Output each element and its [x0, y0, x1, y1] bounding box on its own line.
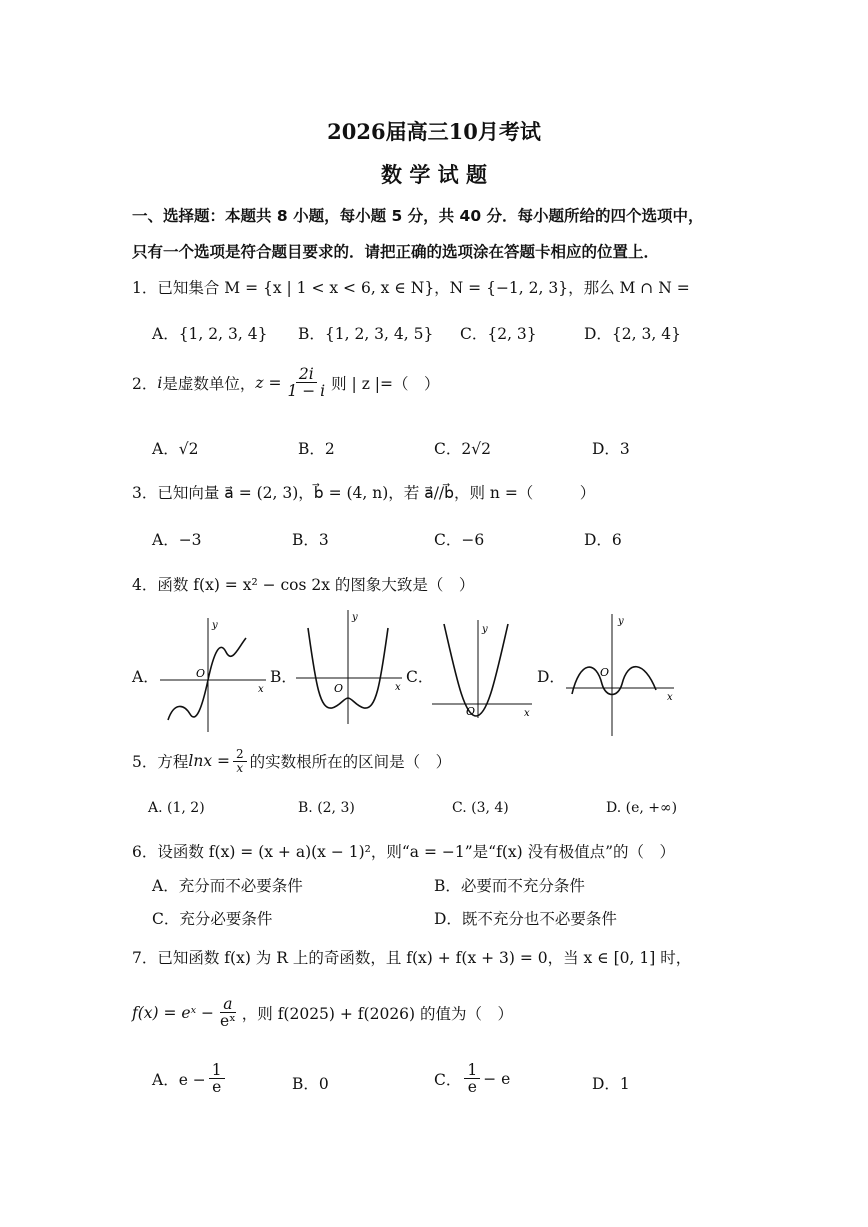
- curve: [168, 638, 246, 720]
- q2-prefix: 2．: [132, 374, 158, 393]
- q7-stem: 7．已知函数 f(x) 为 R 上的奇函数，且 f(x) + f(x + 3) = 0，当 x ∈ [0, 1] 时，: [132, 949, 692, 967]
- q7-option-a-fraction: [209, 1062, 225, 1096]
- q4-label-c[interactable]: C．: [406, 668, 434, 686]
- origin-label: O: [466, 705, 476, 718]
- q3-option-a[interactable]: A．−3: [152, 531, 202, 549]
- q1-stem: 1．已知集合 M = {x | 1 < x < 6, x ∈ N}，N = {−1, 2, 3}，那么 M ∩ N =: [132, 279, 690, 297]
- q7-option-d[interactable]: D．1: [592, 1075, 630, 1093]
- y-label: y: [212, 620, 218, 631]
- q2-fraction: [284, 366, 328, 400]
- x-label: x: [667, 692, 673, 703]
- curve: [444, 624, 508, 716]
- q7-option-c-fraction: [464, 1062, 480, 1096]
- q5-fraction: [233, 748, 247, 774]
- x-label: x: [258, 684, 264, 695]
- q5-denominator: x: [236, 760, 244, 775]
- q6-option-b[interactable]: B．必要而不充分条件: [434, 877, 585, 895]
- q7-option-b[interactable]: B．0: [292, 1075, 329, 1093]
- q5-prefix: 5．方程: [132, 753, 189, 772]
- q2-option-d[interactable]: D．3: [592, 440, 630, 458]
- q7-option-c-denominator: e: [467, 1078, 477, 1097]
- q5-numerator: 2: [233, 748, 247, 762]
- origin-label: O: [600, 666, 610, 679]
- q4-label-b[interactable]: B．: [270, 668, 297, 686]
- exam-subtitle: 数 学 试 题: [381, 162, 487, 187]
- q4-graph-a[interactable]: [160, 612, 270, 734]
- q7-option-a-prefix: A．e −: [152, 1070, 206, 1089]
- q2-option-c[interactable]: C．2√2: [434, 440, 491, 458]
- q5-option-c[interactable]: C. (3, 4): [452, 800, 509, 816]
- q7-option-c[interactable]: [434, 1062, 510, 1096]
- q2-i: i: [157, 373, 163, 392]
- q4-graph-c[interactable]: [432, 616, 536, 720]
- q4-graph-d[interactable]: [566, 610, 678, 738]
- q4-graph-b[interactable]: [296, 606, 406, 726]
- exam-title: 2026届高三10月考试: [327, 119, 541, 144]
- q2-mid: 是虚数单位，: [162, 374, 256, 393]
- q5-option-a[interactable]: A. (1, 2): [148, 800, 205, 816]
- q6-option-c[interactable]: C．充分必要条件: [152, 910, 273, 928]
- y-label: y: [482, 624, 488, 635]
- q5-lhs: lnx =: [188, 752, 230, 771]
- q7-option-a-denominator: e: [212, 1078, 222, 1097]
- origin-label: O: [196, 667, 206, 680]
- q3-option-b[interactable]: B．3: [292, 531, 329, 549]
- q6-stem: 6．设函数 f(x) = (x + a)(x − 1)²，则“a = −1”是“f(x) 没有极值点”的（ ）: [132, 843, 676, 861]
- q1-option-c[interactable]: C．{2, 3}: [460, 325, 537, 343]
- q6-option-a[interactable]: A．充分而不必要条件: [152, 877, 303, 895]
- q2-stem: [132, 366, 440, 400]
- x-label: x: [395, 682, 401, 693]
- q7-option-a[interactable]: [152, 1062, 228, 1096]
- y-label: y: [618, 616, 624, 627]
- q2-tail: 则 | z |=（ ）: [331, 374, 440, 393]
- q4-label-a[interactable]: A．: [132, 668, 159, 686]
- q1-option-b[interactable]: B．{1, 2, 3, 4, 5}: [298, 325, 434, 343]
- x-label: x: [524, 708, 530, 719]
- q5-stem: [132, 748, 451, 774]
- section-instruction-line2: 只有一个选项是符合题目要求的．请把正确的选项涂在答题卡相应的位置上．: [132, 243, 660, 261]
- q7-numerator: a: [220, 996, 235, 1013]
- q2-denominator: 1 − i: [287, 382, 326, 401]
- origin-label: O: [334, 682, 344, 695]
- q7-line2-tail: ，则 f(2025) + f(2026) 的值为（ ）: [241, 1004, 514, 1023]
- q7-line2: [132, 996, 513, 1030]
- q3-option-d[interactable]: D．6: [584, 531, 622, 549]
- q1-option-d[interactable]: D．{2, 3, 4}: [584, 325, 681, 343]
- q7-option-c-tail: − e: [483, 1069, 511, 1088]
- q3-stem: 3．已知向量 a⃗ = (2, 3)，b⃗ = (4, n)，若 a⃗//b⃗，则 n =（ ）: [132, 484, 596, 502]
- q5-option-b[interactable]: B. (2, 3): [298, 800, 355, 816]
- q7-option-c-numerator: 1: [464, 1062, 480, 1079]
- section-instruction-line1: 一、选择题：本题共 8 小题，每小题 5 分，共 40 分．每小题所给的四个选项中，: [132, 207, 704, 225]
- q2-option-b[interactable]: B．2: [298, 440, 335, 458]
- q2-option-a[interactable]: A．√2: [152, 440, 199, 458]
- q7-fraction: [217, 996, 239, 1030]
- q7-fx: f(x) = eˣ −: [132, 1003, 215, 1022]
- y-label: y: [352, 612, 358, 623]
- q5-option-d[interactable]: D. (e, +∞): [606, 800, 678, 816]
- q7-option-a-numerator: 1: [209, 1062, 225, 1079]
- curve: [572, 667, 656, 695]
- q5-tail: 的实数根所在的区间是（ ）: [249, 753, 452, 772]
- q4-label-d[interactable]: D．: [537, 668, 565, 686]
- q7-denominator: eˣ: [220, 1012, 236, 1031]
- q7-option-c-prefix: C．: [434, 1070, 462, 1089]
- q3-option-c[interactable]: C．−6: [434, 531, 485, 549]
- q4-stem: 4．函数 f(x) = x² − cos 2x 的图象大致是（ ）: [132, 576, 475, 594]
- q6-option-d[interactable]: D．既不充分也不必要条件: [434, 910, 617, 928]
- q2-z: z =: [255, 373, 282, 392]
- q2-numerator: 2i: [296, 366, 317, 383]
- q1-option-a[interactable]: A．{1, 2, 3, 4}: [152, 325, 268, 343]
